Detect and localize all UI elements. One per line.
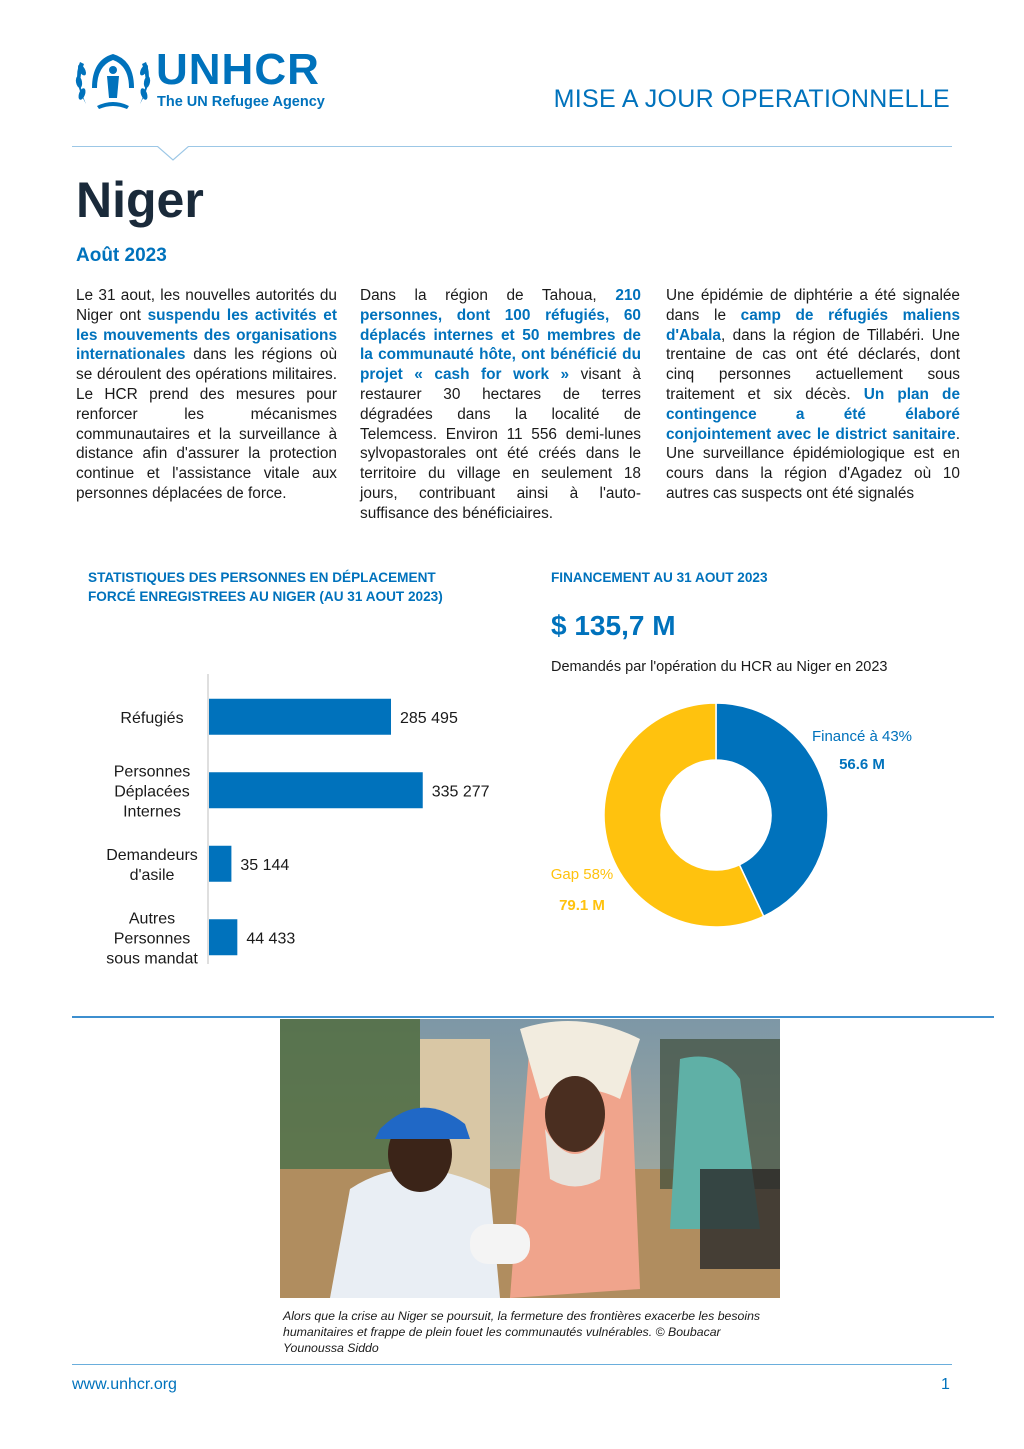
text-column-2 xyxy=(360,286,641,524)
bar-category-label xyxy=(114,763,191,820)
category-label-line: Autres xyxy=(128,910,176,928)
category-label-line: Demandeurs xyxy=(106,846,198,864)
document-type: MISE A JOUR OPERATIONNELLE xyxy=(553,85,950,113)
bar-value-label: 35 144 xyxy=(240,856,290,874)
category-label-line: d'asile xyxy=(129,866,175,884)
body-text: Une épidémie de diphtérie a été signalée dans le xyxy=(666,287,960,324)
stats-title-line-1: STATISTIQUES DES PERSONNES EN DÉPLACEMENT xyxy=(88,570,436,585)
report-date: Août 2023 xyxy=(76,245,167,266)
body-text: Le 31 aout, les nouvelles autorités du Niger ont xyxy=(76,287,337,324)
donut-slice-value: 79.1 M xyxy=(559,897,605,914)
website-link[interactable]: www.unhcr.org xyxy=(72,1376,177,1393)
bar-category-label xyxy=(120,710,183,727)
donut-slice-label: Gap 58% xyxy=(550,866,614,883)
highlighted-text: Un plan de contingence a été élaboré conjointement avec le district sanitaire xyxy=(666,385,960,443)
bar-value-label: 335 277 xyxy=(431,783,490,801)
bar xyxy=(209,772,423,808)
text-column-1 xyxy=(76,286,337,504)
body-text: dans les régions où se déroulent des opérations militaires. Le HCR prend des mesures pour renforcer les mécanismes communautaires et la surveillance à distance afin d'assurer la protection continue et l'assistance vitale aux personnes déplacées de force. xyxy=(76,346,337,502)
body-text: visant à restaurer 30 hectares de terres dégradées dans la localité de Telemcess. Environ 11 556 demi-lunes sylvopastorales ont été créés dans le territoire du village en seulement 18 jours, contribuant ainsi à l'auto-suffisance des bénéficiaires. xyxy=(360,366,641,522)
bar xyxy=(209,846,231,882)
funding-description: Demandés par l'opération du HCR au Niger en 2023 xyxy=(551,659,888,675)
donut-slice-label: Financé à 43% xyxy=(811,728,913,745)
page-number: 1 xyxy=(941,1376,950,1393)
funding-section-title: FINANCEMENT AU 31 AOUT 2023 xyxy=(551,570,768,585)
bar-category-label xyxy=(106,910,198,967)
category-label-line: Internes xyxy=(123,803,181,821)
donut-slice-value: 56.6 M xyxy=(839,756,885,773)
stats-title-line-2: FORCÉ ENREGISTREES AU NIGER (AU 31 AOUT 2023) xyxy=(88,589,443,604)
footer-divider xyxy=(72,1364,952,1365)
funding-amount: $ 135,7 M xyxy=(551,610,676,641)
bar xyxy=(209,699,391,735)
funding-donut-chart xyxy=(540,690,960,940)
bar-category-label xyxy=(106,847,198,884)
body-text: Dans la région de Tahoua, xyxy=(360,287,616,304)
bar-value-label: 44 433 xyxy=(246,930,296,948)
category-label-line: Personnes xyxy=(113,930,191,948)
logo-wordmark: UNHCR xyxy=(156,45,320,94)
header-notch xyxy=(157,146,189,162)
category-label-line: Réfugiés xyxy=(120,709,184,727)
page-title: Niger xyxy=(76,172,204,228)
highlighted-text: 210 personnes, dont 100 réfugiés, 60 déplacés internes et 50 membres de la communauté hôte, ont bénéficié du projet « cash for work » xyxy=(360,287,641,384)
highlighted-text: camp de réfugiés maliens d'Abala xyxy=(666,306,960,344)
logo-tagline: The UN Refugee Agency xyxy=(157,94,325,110)
stats-section-title xyxy=(88,568,508,606)
category-label-line: sous mandat xyxy=(106,950,198,968)
field-photo xyxy=(280,1019,780,1298)
highlighted-text: suspendu les activités et les mouvements des organisations internationales xyxy=(76,306,337,364)
displacement-bar-chart xyxy=(80,670,500,970)
text-column-3 xyxy=(666,286,960,504)
bar xyxy=(209,919,237,955)
photo-caption: Alors que la crise au Niger se poursuit, la fermeture des frontières exacerbe les besoins humanitaires et frappe de plein fouet les communautés vulnérables. © Boubacar Younoussa Siddo xyxy=(283,1309,761,1355)
category-label-line: Personnes xyxy=(113,763,191,781)
header-divider xyxy=(72,146,952,147)
photo-divider xyxy=(72,1016,994,1018)
body-text: , dans la région de Tillabéri. Une trentaine de cas ont été déclarés, dont cinq personnes actuellement sous traitement et six décès. xyxy=(666,326,960,403)
bar-value-label: 285 495 xyxy=(400,709,458,727)
body-text: . Une surveillance épidémiologique est en cours dans la région d'Agadez où 10 autres cas suspects ont été signalés xyxy=(666,425,960,502)
category-label-line: Déplacées xyxy=(114,783,190,801)
